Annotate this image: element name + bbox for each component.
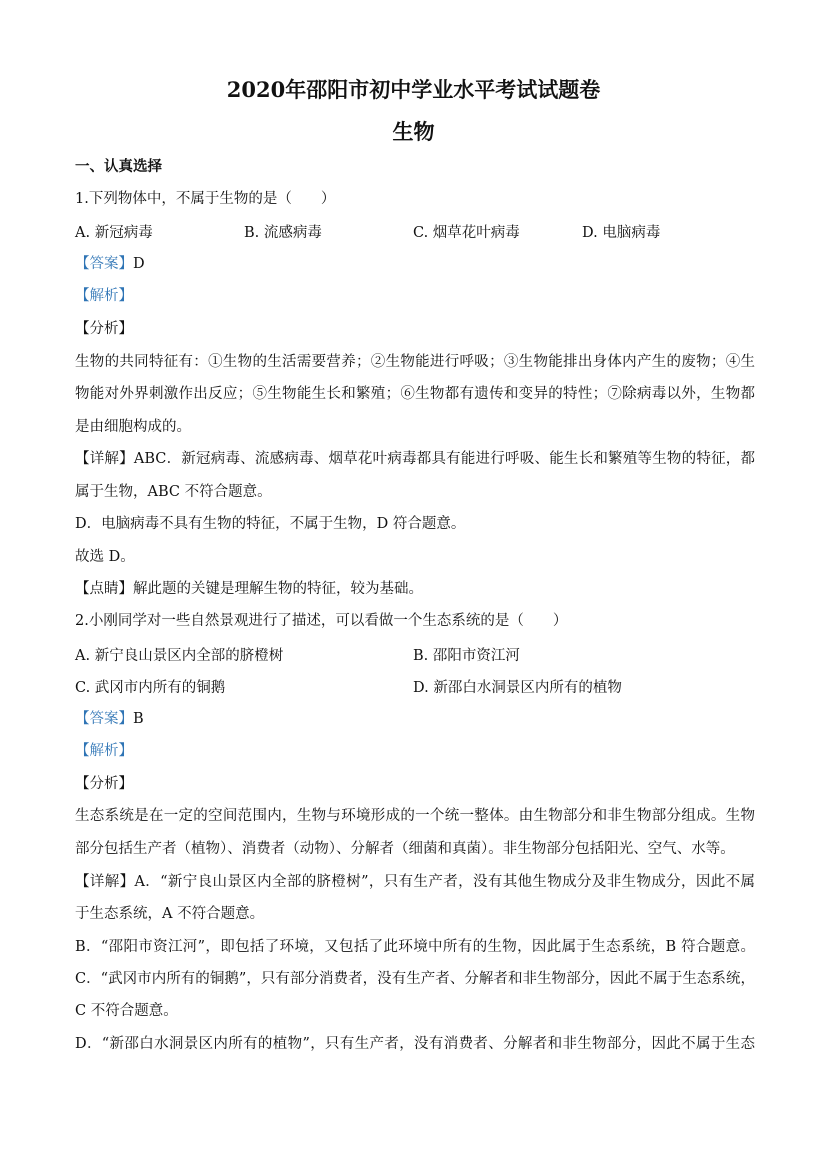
- answer-tag: 【答案】: [75, 711, 133, 727]
- detail-tag: 【详解】: [75, 451, 134, 467]
- q2-option-a: A. 新宁良山景区内全部的脐橙树: [75, 648, 284, 664]
- document-title: 2020年邵阳市初中学业水平考试试题卷: [226, 77, 601, 102]
- q1-answer: [75, 254, 755, 274]
- answer-tag: 【答案】: [75, 256, 133, 272]
- q2-detail-line: B．“邵阳市资江河”，即包括了环境，又包括了此环境中所有的生物，因此属于生态系统，B 符合题意。: [75, 939, 755, 955]
- q2-fenxi-line: 部分包括生产者（植物）、消费者（动物）、分解者（细菌和真菌）。非生物部分包括阳光、空气、水等。: [75, 841, 735, 857]
- q2-detail-line: C 不符合题意。: [75, 1003, 178, 1019]
- q1-fenxi-tag: 【分析】: [75, 321, 133, 337]
- q2-detail-line: C．“武冈市内所有的铜鹅”，只有部分消费者，没有生产者、分解者和非生物部分，因此不属于生态系统，: [75, 971, 755, 987]
- q2-detail-line: D．“新邵白水洞景区内所有的植物”，只有生产者，没有消费者、分解者和非生物部分，因此不属于生态: [75, 1036, 755, 1052]
- q2-answer: [75, 709, 755, 729]
- q1-fenxi-line: 是由细胞构成的。: [75, 419, 191, 435]
- answer-value: D: [133, 256, 145, 272]
- q1-option-b: B. 流感病毒: [244, 225, 322, 241]
- q2-fenxi-tag: 【分析】: [75, 776, 133, 792]
- answer-value: B: [133, 711, 144, 727]
- q2-detail-line: 于生态系统，A 不符合题意。: [75, 906, 265, 922]
- q2-option-d: D. 新邵白水洞景区内所有的植物: [413, 680, 622, 696]
- q1-detail-line: 属于生物，ABC 不符合题意。: [75, 484, 272, 500]
- q2-analysis-tag: 【解析】: [75, 743, 133, 759]
- q1-detail-line: D．电脑病毒不具有生物的特征，不属于生物，D 符合题意。: [75, 516, 466, 532]
- q1-analysis-tag: 【解析】: [75, 288, 133, 304]
- q2-option-c: C. 武冈市内所有的铜鹅: [75, 680, 226, 696]
- comment-tag: 【点睛】: [75, 581, 133, 597]
- q1-fenxi-line: 生物的共同特征有：①生物的生活需要营养；②生物能进行呼吸；③生物能排出身体内产生的废物；④生: [75, 354, 755, 370]
- section-heading: 一、认真选择: [75, 158, 162, 175]
- q2-option-b: B. 邵阳市资江河: [413, 648, 520, 664]
- q1-detail-line: 【详解】ABC．新冠病毒、流感病毒、烟草花叶病毒都具有能进行呼吸、能生长和繁殖等生物的特征，都: [75, 451, 755, 467]
- q2-fenxi-line: 生态系统是在一定的空间范围内，生物与环境形成的一个统一整体。由生物部分和非生物部分组成。生物: [75, 808, 755, 824]
- q2-detail-line: 【详解】A．“新宁良山景区内全部的脐橙树”，只有生产者，没有其他生物成分及非生物成分，因此不属: [75, 874, 755, 890]
- q1-option-a: A. 新冠病毒: [75, 225, 153, 241]
- q1-comment: 【点睛】解此题的关键是理解生物的特征，较为基础。: [75, 581, 423, 597]
- q1-fenxi-line: 物能对外界刺激作出反应；⑤生物能生长和繁殖；⑥生物都有遗传和变异的特性；⑦除病毒以外，生物都: [75, 386, 755, 402]
- subject-title: 生物: [392, 119, 435, 144]
- q1-detail-line: 故选 D。: [75, 549, 135, 565]
- q1-option-d: D. 电脑病毒: [582, 225, 661, 241]
- q1-option-c: C. 烟草花叶病毒: [413, 225, 520, 241]
- question-2-stem: 2.小刚同学对一些自然景观进行了描述，可以看做一个生态系统的是（ ）: [75, 613, 568, 629]
- question-1-stem: 1.下列物体中，不属于生物的是（ ）: [75, 191, 336, 207]
- detail-tag: 【详解】: [75, 874, 135, 890]
